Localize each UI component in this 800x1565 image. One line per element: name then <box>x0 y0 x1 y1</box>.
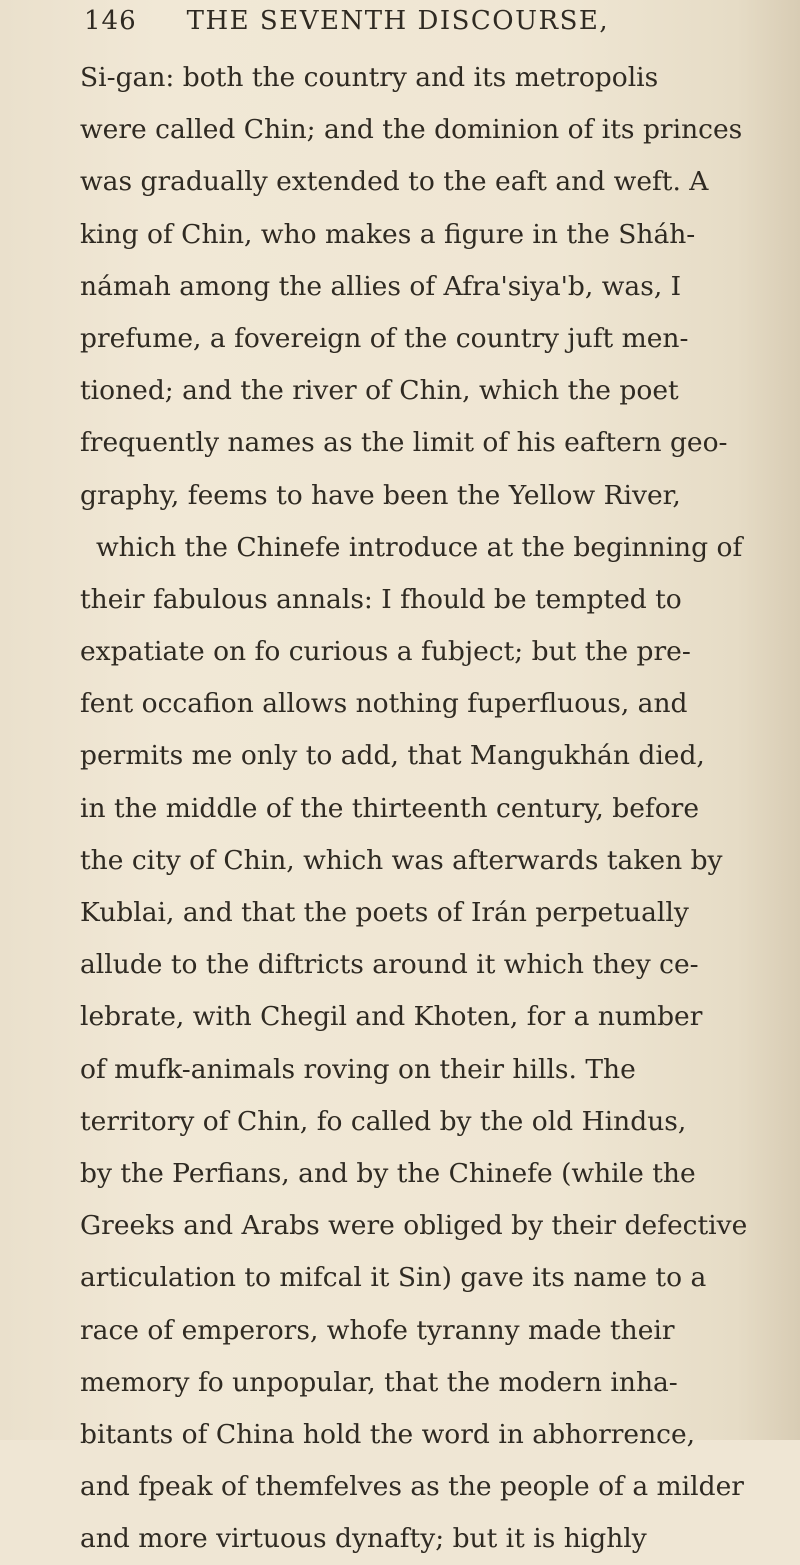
text-line: Greeks and Arabs were obliged by their defective <box>80 1210 748 1242</box>
text-line: memory fo unpopular, that the modern inha- <box>80 1366 678 1398</box>
text-line: the city of Chin, which was afterwards taken by <box>80 844 723 876</box>
text-line: king of Chin, who makes a figure in the Sháh- <box>80 218 696 250</box>
running-head: THE SEVENTH DISCOURSE, <box>186 6 610 36</box>
text-line: and more virtuous dynafty; but it is highly <box>80 1523 647 1555</box>
text-line: were called Chin; and the dominion of its princes <box>80 114 743 146</box>
text-line: námah among the allies of Afra'siya'b, was, I <box>80 270 682 302</box>
text-line: of mufk-animals roving on their hills. The <box>80 1053 636 1085</box>
text-line: and fpeak of themfelves as the people of a milder <box>80 1471 744 1503</box>
text-line: in the middle of the thirteenth century, before <box>80 792 700 824</box>
text-line: frequently names as the limit of his eaftern geo- <box>80 427 728 459</box>
text-line: by the Perfians, and by the Chinefe (while the <box>80 1157 696 1189</box>
text-line: tioned; and the river of Chin, which the poet <box>80 375 679 407</box>
text-line: articulation to mifcal it Sin) gave its name to a <box>80 1262 707 1294</box>
text-line: permits me only to add, that Mangukhán died, <box>80 740 705 772</box>
page-header <box>84 6 609 46</box>
text-line: which the Chinefe introduce at the beginning of <box>96 531 743 563</box>
text-line: expatiate on fo curious a fubject; but the pre- <box>80 636 691 668</box>
text-line: lebrate, with Chegil and Khoten, for a number <box>80 1001 703 1033</box>
text-line: Si-gan: both the country and its metropolis <box>80 62 659 93</box>
text-line: their fabulous annals: I fhould be tempted to <box>80 583 682 615</box>
text-line: territory of Chin, fo called by the old Hindus, <box>80 1105 687 1137</box>
text-line: graphy, feems to have been the Yellow River, <box>80 479 681 511</box>
text-line: Kublai, and that the poets of Irán perpetually <box>80 897 689 928</box>
text-line: bitants of China hold the word in abhorrence, <box>80 1418 696 1450</box>
text-line: allude to the diftricts around it which they ce- <box>80 949 699 981</box>
page-number: 146 <box>84 6 137 36</box>
text-line: fent occafion allows nothing fuperfluous, and <box>80 688 688 720</box>
text-line: was gradually extended to the eaft and weft. A <box>80 166 709 198</box>
body-text <box>80 52 760 1565</box>
text-line: race of emperors, whofe tyranny made their <box>80 1314 675 1346</box>
text-line: prefume, a fovereign of the country juft men- <box>80 322 689 354</box>
